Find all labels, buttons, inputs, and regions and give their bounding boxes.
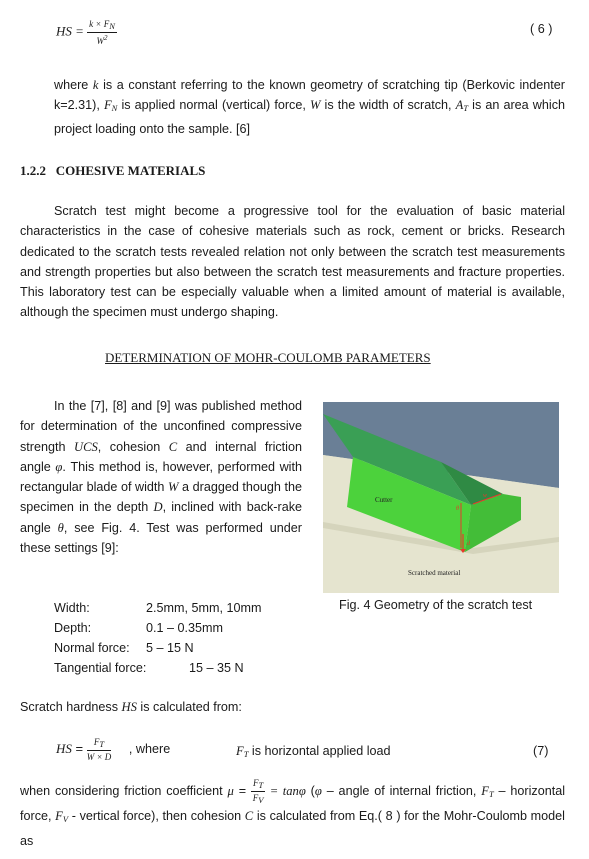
eq6-num-sub: N	[109, 21, 115, 31]
symbol-theta: θ	[57, 520, 64, 535]
setting-value: 0.1 – 0.35mm	[146, 621, 224, 635]
eq6-lhs: HS	[56, 23, 72, 39]
eq6-number: ( 6 )	[530, 22, 553, 36]
figure-caption: Fig. 4 Geometry of the scratch test	[339, 598, 533, 612]
figure-scratch-geometry	[323, 402, 559, 593]
equation-6: HS = $\frac{k \times F_N}{W^2}$	[56, 19, 115, 46]
text: Scratch hardness	[20, 700, 122, 714]
text: is a constant referring to the known geometry of scratching tip (Berkovic indenter k=2.31),	[54, 78, 565, 113]
symbol-C: C	[244, 808, 254, 823]
cutter-label: Cutter	[375, 496, 393, 504]
theta-label: θ	[456, 506, 459, 512]
eq6-numerator: k × F	[89, 19, 110, 29]
subheading: DETERMINATION OF MOHR-COULOMB PARAMETERS	[105, 350, 431, 365]
eq7-lhs: HS	[56, 741, 72, 757]
symbol-FN: $F_N$	[103, 98, 118, 114]
text: , cohesion	[97, 439, 169, 454]
eq7-number: (7)	[533, 744, 549, 758]
setting-value: 2.5mm, 5mm, 10mm	[146, 601, 262, 615]
setting-normal-force	[54, 638, 194, 658]
text: , inclined with back-rake angle	[20, 500, 302, 535]
symbol-W: W	[309, 98, 321, 113]
text: , see Fig. 4. Test was performed under these settings [9]:	[20, 520, 302, 556]
paragraph-definitions	[54, 75, 565, 139]
text: In the [7], [8] and [9] was published method for determination of the unconfined compressive strength	[20, 399, 302, 454]
paragraph-method	[20, 396, 302, 558]
symbol-HS: HS	[121, 700, 137, 714]
tan-phi: = tanφ	[265, 783, 306, 798]
scratch-hardness-intro	[20, 700, 242, 715]
text: is the width of scratch,	[320, 98, 456, 113]
text: . This method is, however, performed with rectangular blade of width	[20, 459, 302, 495]
symbol-FT: $F_T$	[481, 783, 494, 799]
scratch-geometry-illustration	[323, 402, 559, 593]
symbol-AT: $A_T$	[455, 98, 469, 114]
depth-label: d	[467, 541, 470, 547]
text: – angle of internal friction,	[321, 783, 482, 798]
eq6-den-sup: 2	[104, 33, 108, 42]
text: where	[54, 78, 93, 92]
material-label: Scratched material	[408, 569, 461, 577]
setting-label: Width:	[54, 601, 90, 615]
symbol-C: C	[168, 439, 178, 454]
eq7-where: , where	[128, 742, 171, 757]
section-heading	[20, 163, 205, 179]
text: and internal friction angle	[20, 439, 302, 474]
symbol-UCS: UCS	[74, 439, 98, 454]
text: – horizontal force,	[20, 783, 566, 823]
width-label: w	[483, 493, 488, 499]
text: a dragged though the specimen in the depth	[20, 480, 302, 515]
setting-width	[54, 598, 261, 618]
section-title: COHESIVE MATERIALS	[55, 163, 206, 178]
symbol-D: D	[153, 500, 163, 515]
eq7-denominator: W × D	[86, 751, 112, 762]
eq6-denominator: W	[96, 35, 105, 46]
text: is applied normal (vertical) force,	[117, 98, 310, 113]
symbol-phi: φ	[55, 459, 63, 474]
symbol-W: W	[167, 480, 179, 495]
text: is an area which project loading onto the sample. [6]	[54, 98, 565, 136]
setting-label: Tangential force:	[54, 661, 147, 675]
setting-label: Normal force:	[54, 641, 130, 655]
friction-fraction: $\frac{F_T}{F_V}$	[252, 778, 264, 805]
symbol-k: k	[92, 78, 99, 92]
symbol-FV: $F_V$	[55, 808, 69, 824]
setting-tangential-force	[54, 658, 244, 678]
eq7-description	[236, 744, 391, 759]
setting-value: 15 – 35 N	[189, 661, 244, 675]
setting-value: 5 – 15 N	[146, 641, 194, 655]
symbol-phi: φ	[314, 783, 322, 798]
text: is calculated from:	[136, 700, 242, 714]
text: =	[233, 783, 251, 798]
text: is calculated from Eq.( 8 ) for the Mohr-Coulomb model as	[20, 808, 565, 848]
text: (	[305, 783, 315, 798]
paragraph-friction	[20, 779, 565, 852]
paragraph-cohesive: Scratch test might become a progressive tool for the evaluation of basic material characteristics in the case of cohesive materials such as rock, cement or bricks. Research dedicated to the scratch tests revealed relation not only between the scratch test measurements and strength properties but also between the scratch test measurements and fracture properties. This laboratory test can be especially valuable when a limited amount of material is available, although the specimen must undergo shaping.	[20, 204, 565, 320]
equation-7: HS = $\frac{F_T}{W \times D}$ , where	[56, 737, 171, 762]
setting-label: Depth:	[54, 621, 92, 635]
section-number: 1.2.2	[20, 163, 46, 178]
symbol-mu: μ	[227, 783, 234, 798]
text: is horizontal applied load	[248, 744, 391, 758]
eq7-fraction: $\frac{F_T}{W \times D}$	[86, 737, 112, 762]
eq6-fraction	[87, 20, 117, 46]
setting-depth	[54, 618, 223, 638]
symbol-FT: $F_T$	[236, 744, 249, 759]
text: - vertical force), then cohesion	[68, 808, 245, 823]
eq7-numerator: F	[93, 737, 100, 747]
text: when considering friction coefficient	[20, 783, 228, 798]
